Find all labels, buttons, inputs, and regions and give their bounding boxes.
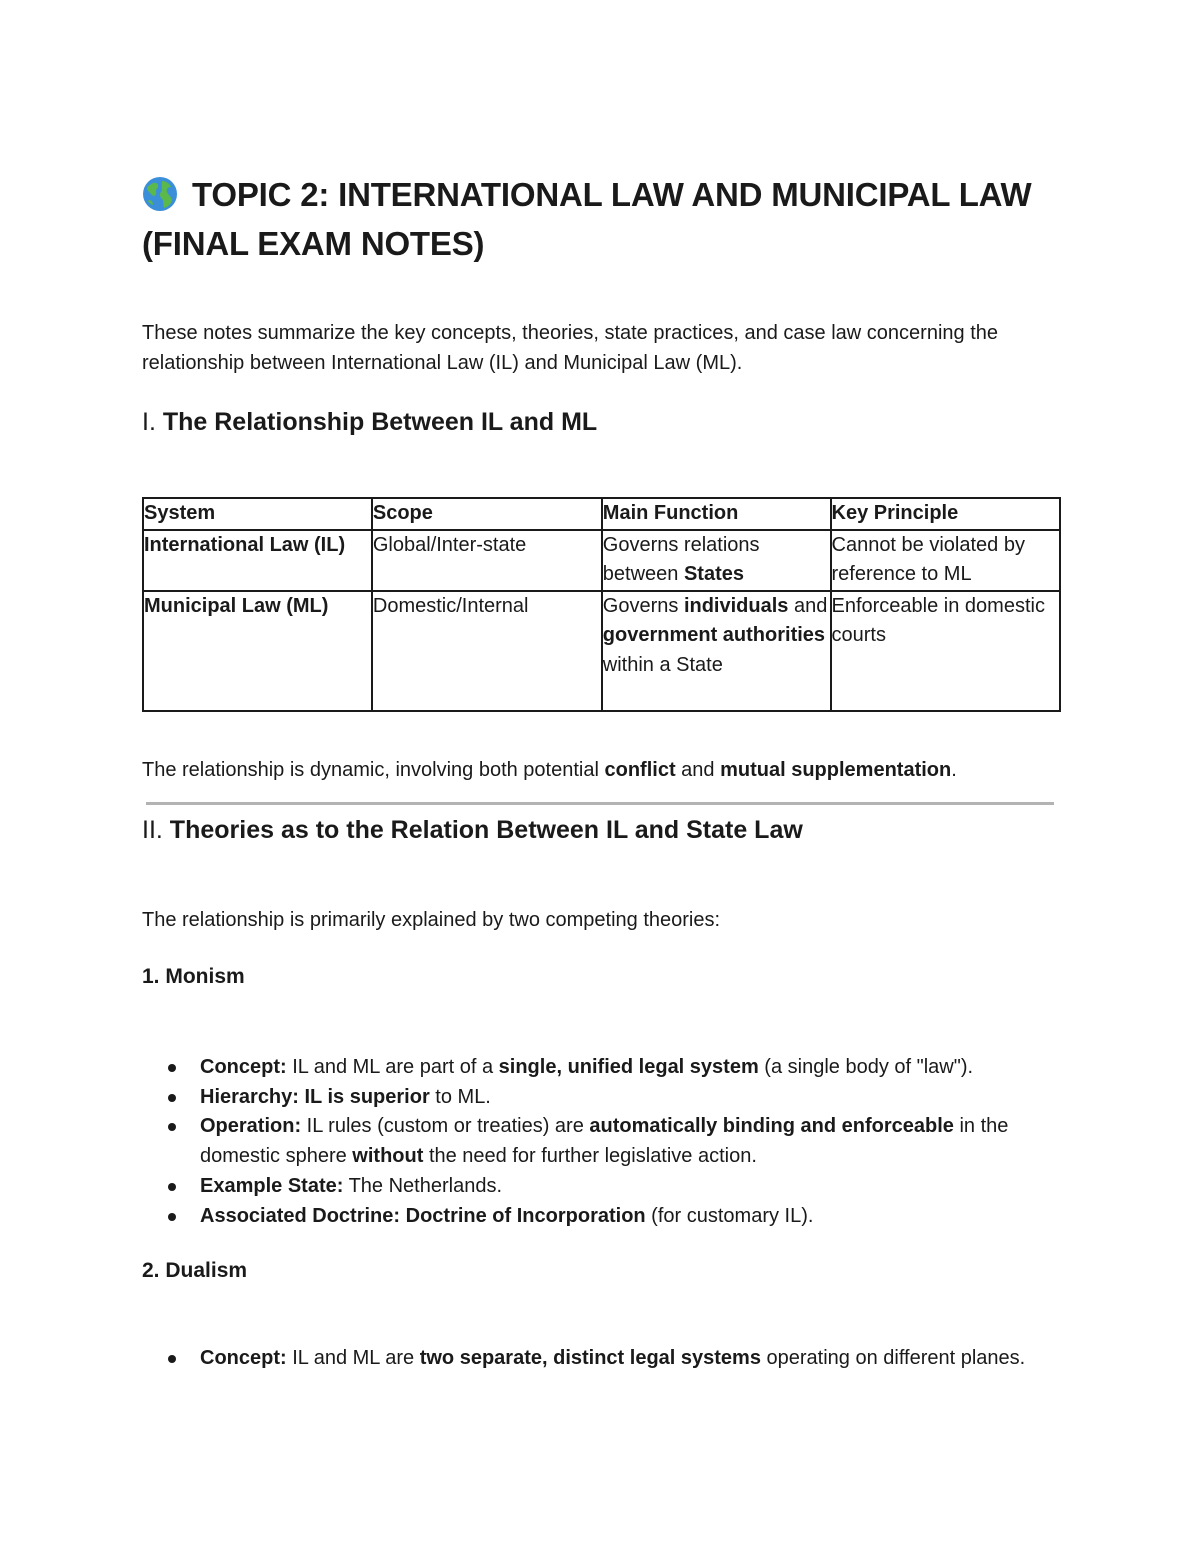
list-item [142,1344,1060,1374]
dualism-list [142,1344,1060,1374]
item-bold: automatically binding and enforceable [589,1115,954,1138]
item-bold: Doctrine of Incorporation [405,1204,646,1227]
table-cell [143,591,372,711]
cell-text: and [788,594,828,617]
item-label: Hierarchy: [200,1085,299,1108]
table-cell [602,530,831,591]
list-item [142,1202,1060,1232]
bullet-icon [168,1355,176,1363]
bullet-icon [168,1183,176,1191]
table-cell: Domestic/Internal [372,591,602,711]
note-bold: conflict [604,759,676,781]
table-cell: Cannot be violated by reference to ML [831,530,1061,591]
item-text: (for customary IL). [645,1204,814,1227]
dualism-heading: 2. Dualism [142,1259,248,1282]
section-heading-1 [142,408,597,437]
note-text: The relationship is dynamic, involving both potential [142,759,605,781]
item-label: Associated Doctrine: [200,1204,401,1227]
item-label: Concept: [200,1056,287,1078]
item-text: in the domestic sphere [200,1115,1009,1168]
item-text: IL rules (custom or treaties) are [301,1115,590,1138]
bullet-icon [168,1123,176,1131]
intro-paragraph: These notes summarize the key concepts, theories, state practices, and case law concerning the relationship between International Law (IL) and Municipal Law (ML). [142,322,998,374]
bullet-icon [168,1094,176,1102]
system-name: Municipal Law (ML) [144,594,329,617]
table-header-cell: Key Principle [831,498,1061,530]
title-text: TOPIC 2: INTERNATIONAL LAW AND MUNICIPAL LAW (FINAL EXAM NOTES) [142,176,1032,262]
item-text: (a single body of "law"). [758,1056,974,1078]
section-title: The Relationship Between IL and ML [162,408,598,436]
cell-bold-text: States [683,563,744,585]
table-header-cell: System [143,498,372,530]
item-text: operating on different planes. [760,1347,1026,1369]
section-heading-2 [142,816,803,845]
monism-heading: 1. Monism [142,965,245,988]
globe-icon [142,176,178,212]
item-bold: without [352,1145,424,1168]
relationship-table [142,497,1061,712]
item-bold: single, unified legal system [498,1056,759,1078]
table-cell: Enforceable in domestic courts [831,591,1061,711]
note-bold: mutual supplementation [720,759,952,781]
bullet-icon [168,1213,176,1221]
cell-text: Governs relations between [602,533,760,585]
item-text: to ML. [429,1085,491,1108]
table-cell [602,591,831,711]
table-row [143,530,1060,591]
item-text: IL and ML are part of a [286,1056,499,1078]
document-page [142,170,1060,1369]
horizontal-divider [146,802,1054,805]
list-item [142,1172,1060,1202]
item-bold: two separate, distinct legal systems [419,1347,761,1369]
relationship-note [142,755,1060,785]
theories-intro: The relationship is primarily explained by two competing theories: [142,909,721,931]
section-title: Theories as to the Relation Between IL and State Law [169,816,803,844]
item-label: Operation: [200,1115,302,1138]
table-cell [143,530,372,591]
section-number: II. [142,816,163,844]
cell-text: within a State [602,653,723,676]
bullet-icon [168,1064,176,1072]
item-text: the need for further legislative action. [423,1145,757,1168]
item-text: IL and ML are [286,1347,420,1369]
cell-bold-text: individuals [683,594,789,617]
cell-text: Governs [602,594,684,617]
note-text: and [675,759,721,781]
table-cell: Global/Inter-state [372,530,602,591]
item-text: The Netherlands. [343,1174,503,1197]
item-bold: IL is superior [304,1085,430,1108]
cell-bold-text: government authorities [602,624,826,646]
table-header-cell: Scope [372,498,602,530]
section-number: I. [142,408,156,436]
monism-list [142,1053,1060,1231]
list-item [142,1112,1060,1171]
item-label: Concept: [200,1347,287,1369]
list-item [142,1053,1060,1083]
list-item [142,1083,1060,1113]
system-name: International Law (IL) [144,533,346,556]
table-row [143,591,1060,711]
table-header-cell: Main Function [602,498,831,530]
note-text: . [951,759,957,781]
table-header-row [143,498,1060,530]
item-label: Example State: [200,1174,344,1197]
page-title [142,170,1060,268]
